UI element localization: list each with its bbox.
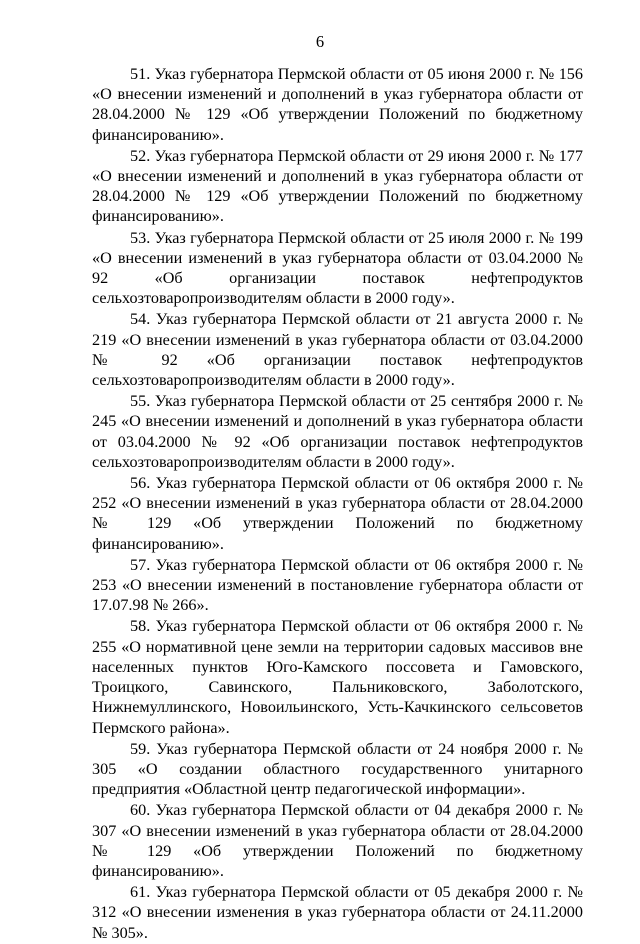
decree-list [92,64,583,944]
list-item: 53. Указ губернатора Пермской области от 25 июля 2000 г. № 199 «О внесении изменений в указ губернатора области от 03.04.2000 № 92 «Об организации поставок нефтепродуктов сельхозтоваропроизводителям области в 2000 году». [92,228,583,308]
list-item: 60. Указ губернатора Пермской области от 04 декабря 2000 г. № 307 «О внесении изменений в указ губернатора области от 28.04.2000 № 129 «Об утверждении Положений по бюджетному финансированию». [92,801,583,880]
list-item: 55. Указ губернатора Пермской области от 25 сентября 2000 г. № 245 «О внесении изменений и дополнений в указ губернатора области от 03.04.2000 № 92 «Об организации поставок нефтепродуктов сельхозтоваропроизводителям области в 2000 году». [92,392,583,471]
list-item: 58. Указ губернатора Пермской области от 06 октября 2000 г. № 255 «О нормативной цене земли на территории садовых массивов вне населенных пунктов Юго-Камского поссовета и Гамовского, Троицкого, Савинского, Пальниковского, Заболотского, Нижнемуллинского, Новоильинского, Усть-Качкинского сельсоветов Пермского района». [92,617,583,737]
list-item: 56. Указ губернатора Пермской области от 06 октября 2000 г. № 252 «О внесении изменений в указ губернатора области от 28.04.2000 № 129 «Об утверждении Положений по бюджетному финансированию». [92,474,583,553]
list-item: 51. Указ губернатора Пермской области от 05 июня 2000 г. № 156 «О внесении изменений и дополнений в указ губернатора области от 28.04.2000 № 129 «Об утверждении Положений по бюджетному финансированию». [92,65,583,144]
list-item: 59. Указ губернатора Пермской области от 24 ноября 2000 г. № 305 «О создании областного государственного унитарного предприятия «Областной центр педагогической информации». [92,739,583,799]
list-item: 54. Указ губернатора Пермской области от 21 августа 2000 г. № 219 «О внесении изменений в указ губернатора области от 03.04.2000 № 92 «Об организации поставок нефтепродуктов сельхозтоваропроизводителям области в 2000 году». [92,310,583,390]
list-item: 61. Указ губернатора Пермской области от 05 декабря 2000 г. № 312 «О внесении изменения в указ губернатора области от 24.11.2000 № 305». [92,883,583,942]
list-item: 57. Указ губернатора Пермской области от 06 октября 2000 г. № 253 «О внесении изменений в постановление губернатора области от 17.07.98 № 266». [92,555,583,615]
page-number: 6 [315,32,325,51]
list-item: 52. Указ губернатора Пермской области от 29 июня 2000 г. № 177 «О внесении изменений и дополнений в указ губернатора области от 28.04.2000 № 129 «Об утверждении Положений по бюджетному финансированию». [92,146,583,226]
